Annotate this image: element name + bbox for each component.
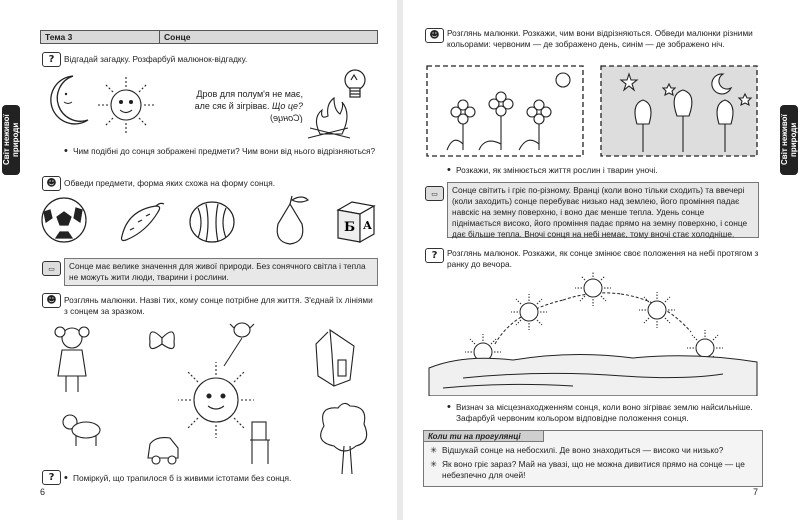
pear-icon — [277, 196, 308, 244]
page-number-right: 7 — [753, 487, 759, 497]
walk-title: Коли ти на прогулянці — [424, 431, 544, 442]
chair-figure — [250, 422, 270, 464]
walk-box — [423, 430, 763, 487]
topic-label: Тема 3 — [40, 30, 160, 44]
info-box-right: Сонце світить і гріє по-різному. Вранці (коли воно тільки сходить) та ввечері (коли заходить) сонце перебуває низько над землею, його проміння падає навскіс на земну поверхню, і воно дає менше тепла. Удень сонце піднімається високо, його проміння падає прямо на земну поверхню, і сонце дає більше тепла. Вночі сонця на небі немає, тому вночі стає холодніше. — [447, 182, 759, 238]
question-icon-3: ☻ — [42, 293, 61, 308]
task-sun-path: Розглянь малюнок. Розкажи, як сонце змінює своє положення на небі протягом з ранку до вечора. — [447, 248, 759, 269]
question-icon-r2: ? — [425, 248, 444, 263]
task-day-night: Розглянь малюнки. Розкажи, чим вони відрізняються. Обведи малюнки різними кольорами: червоним — де зображено день, синім — де зображено ніч. — [447, 28, 753, 49]
toy-car-figure — [148, 438, 178, 464]
sun-noon — [575, 272, 611, 306]
house-figure — [316, 330, 354, 386]
question-warmest: • Визнач за місцезнаходженням сонця, коли воно зігріває землю найсильніше. Зафарбуй червоним кольором відповідне положення сонця. — [456, 402, 756, 424]
living-things-illustration — [38, 318, 380, 480]
task-riddle: Відгадай загадку. Розфарбуй малюнок-відгадку. — [64, 54, 248, 64]
side-tab-text-right: Світ неживої природи — [780, 114, 798, 166]
walk-bullet-icon-1: ✳ — [430, 445, 437, 455]
walk-item-1: Відшукай сонце на небосхилі. Де воно знаходиться — високо чи низько? — [442, 445, 724, 455]
cube-letter-b: Б — [344, 220, 356, 235]
question-icon: ? — [42, 52, 61, 67]
moon-sun-illustration — [48, 68, 158, 138]
question-similarity: • Чим подібні до сонця зображені предмети? Чим вони від нього відрізняються? — [73, 146, 378, 157]
sun-afternoon — [639, 292, 675, 328]
question-icon-r1: ☻ — [425, 28, 444, 43]
question-without-sun: • Поміркуй, що трапилося б із живими істотами без сонця. — [73, 473, 373, 484]
sun-path-illustration — [423, 272, 763, 396]
watermelon-icon — [190, 202, 234, 242]
butterfly-figure — [150, 332, 175, 349]
girl-figure — [55, 327, 89, 392]
info-icon: ▭ — [42, 261, 61, 276]
left-page — [0, 0, 397, 520]
riddle-question: Що це? — [272, 101, 303, 111]
riddle-line2: але сяє й зігріває. — [194, 101, 270, 111]
objects-row — [38, 192, 380, 250]
sun-forenoon — [511, 294, 547, 330]
question-icon-2: ☻ — [42, 176, 61, 191]
question-night-life: • Розкажи, як змінюється життя рослин і тварин уночі. — [456, 165, 756, 176]
topic-header — [40, 30, 378, 44]
task-connect: Розглянь малюнки. Назві тих, кому сонце потрібне для життя. З'єднай їх лініями з сонцем за зразком. — [64, 295, 373, 316]
side-tab-left — [2, 105, 20, 175]
riddle-answer: (Сонце) — [270, 113, 303, 123]
walk-item-2: Як воно гріє зараз? Май на увазі, що не можна дивитися прямо на сонце — це небезпечно для очей! — [442, 459, 745, 480]
cube-letter-a: А — [363, 219, 372, 232]
poodle-figure — [63, 415, 100, 446]
topic-name: Сонце — [160, 30, 378, 44]
riddle-line1: Дров для полум'я не має, — [196, 89, 303, 99]
side-tab-right — [780, 105, 798, 175]
info-icon-r: ▭ — [425, 186, 444, 201]
bird-figure — [230, 323, 254, 337]
walk-bullet-icon-2: ✳ — [430, 459, 437, 469]
right-page — [403, 0, 800, 520]
info-box-left: Сонце має велике значення для живої природи. Без сонячного світла і тепла не можуть жити люди, тварини і рослини. — [64, 258, 378, 286]
center-sun-figure — [178, 362, 254, 438]
bulb-fire-illustration — [300, 66, 380, 146]
football-icon — [42, 198, 86, 242]
day-night-pictures — [423, 64, 763, 160]
side-tab-text: Світ неживої природи — [2, 114, 20, 166]
cucumber-icon — [122, 203, 165, 240]
tree-figure — [321, 403, 367, 474]
page-number-left: 6 — [40, 487, 46, 497]
task-trace-shapes: Обведи предмети, форма яких схожа на форму сонця. — [64, 178, 276, 188]
riddle-text — [165, 88, 303, 124]
question-icon-4: ? — [42, 470, 61, 485]
